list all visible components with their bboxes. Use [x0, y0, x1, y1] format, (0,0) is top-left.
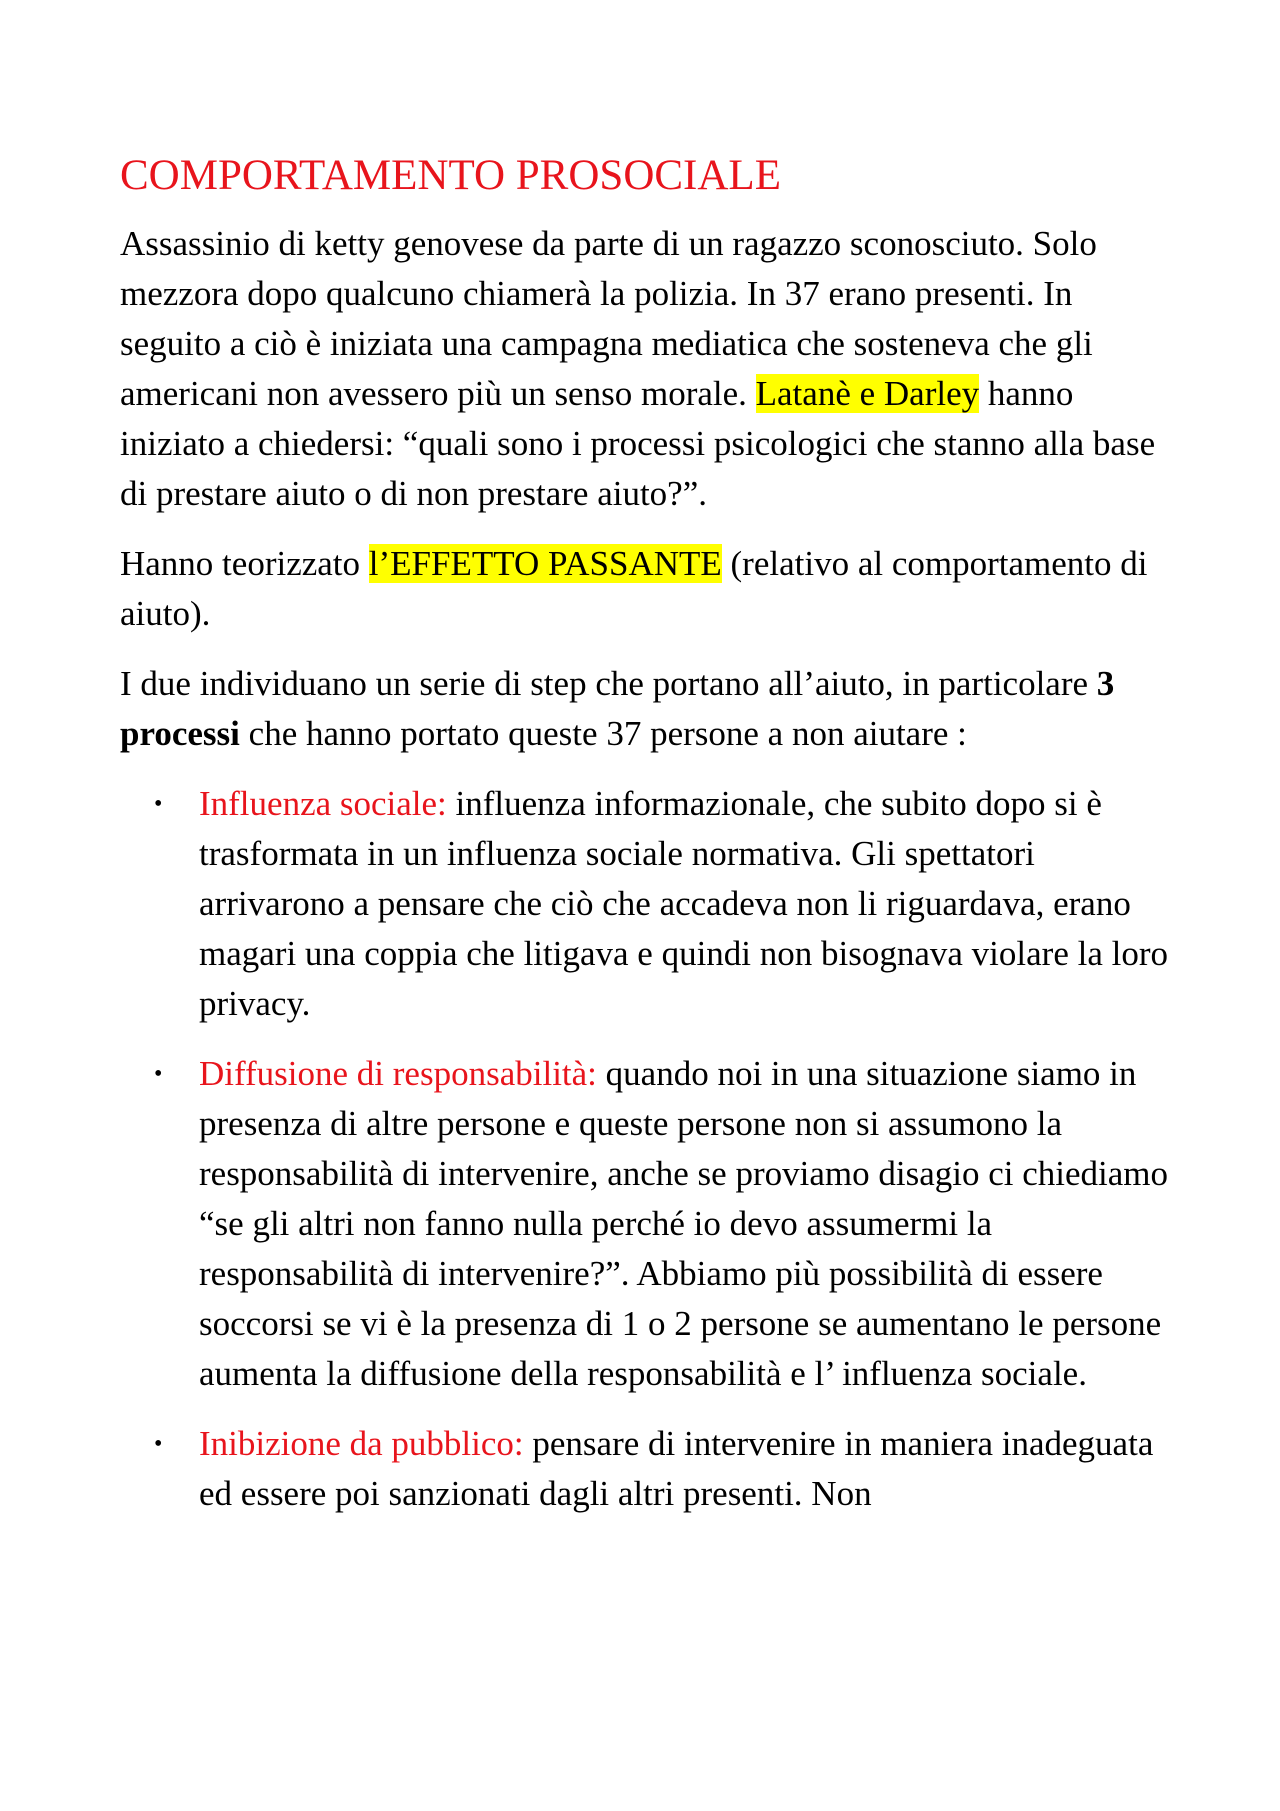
highlighted-text: l’EFFETTO PASSANTE	[368, 544, 722, 583]
process-list	[120, 779, 1170, 1519]
paragraph-text: Assassinio di ketty genovese da parte di un ragazzo sconosciuto. Solo mezzora dopo qualcuno chiamerà la polizia. In 37 erano presenti. In seguito a ciò è iniziata una campagna mediatica che sosteneva che gli americani non avessero più un senso morale.	[120, 224, 1097, 413]
bold-text: 3 processi	[120, 664, 1115, 753]
paragraph-theory	[120, 539, 1170, 639]
list-item-text: pensare di intervenire in maniera inadeguata ed essere poi sanzionati dagli altri presenti. Non	[199, 1424, 1154, 1513]
paragraph-text: I due individuano un serie di step che portano all’aiuto, in particolare	[120, 664, 1097, 703]
list-item-term: Influenza sociale:	[199, 784, 447, 823]
paragraph-text: (relativo al comportamento di aiuto).	[120, 544, 1148, 633]
list-item	[120, 779, 1170, 1029]
paragraph-text: hanno iniziato a chiedersi: “quali sono i processi psicologici che stanno alla base di prestare aiuto o di non prestare aiuto?”.	[120, 374, 1156, 513]
list-item-text: quando noi in una situazione siamo in presenza di altre persone e queste persone non si assumono la responsabilità di intervenire, anche se proviamo disagio ci chiediamo “se gli altri non fanno nulla perché io devo assumermi la responsabilità di intervenire?”. Abbiamo più possibilità di essere soccorsi se vi è la presenza di 1 o 2 persone se aumentano le persone aumenta la diffusione della responsabilità e l’ influenza sociale.	[199, 1054, 1168, 1393]
list-item-term: Inibizione da pubblico:	[199, 1424, 524, 1463]
paragraph-text: che hanno portato queste 37 persone a non aiutare :	[239, 714, 967, 753]
highlighted-text: Latanè e Darley	[755, 374, 980, 413]
paragraph-intro	[120, 219, 1170, 519]
bullet-icon: •	[154, 1061, 163, 1087]
list-item	[120, 1049, 1170, 1399]
bullet-icon: •	[154, 791, 163, 817]
document-body	[120, 148, 1170, 1539]
list-item	[120, 1419, 1170, 1519]
list-item-term: Diffusione di responsabilità:	[199, 1054, 597, 1093]
paragraph-text: Hanno teorizzato	[120, 544, 369, 583]
paragraph-steps	[120, 659, 1170, 759]
bullet-icon: •	[154, 1431, 163, 1457]
page-title: COMPORTAMENTO PROSOCIALE	[120, 152, 781, 199]
list-item-text: influenza informazionale, che subito dopo si è trasformata in un influenza sociale normativa. Gli spettatori arrivarono a pensare che ciò che accadeva non li riguardava, erano magari una coppia che litigava e quindi non bisognava violare la loro privacy.	[199, 784, 1168, 1023]
